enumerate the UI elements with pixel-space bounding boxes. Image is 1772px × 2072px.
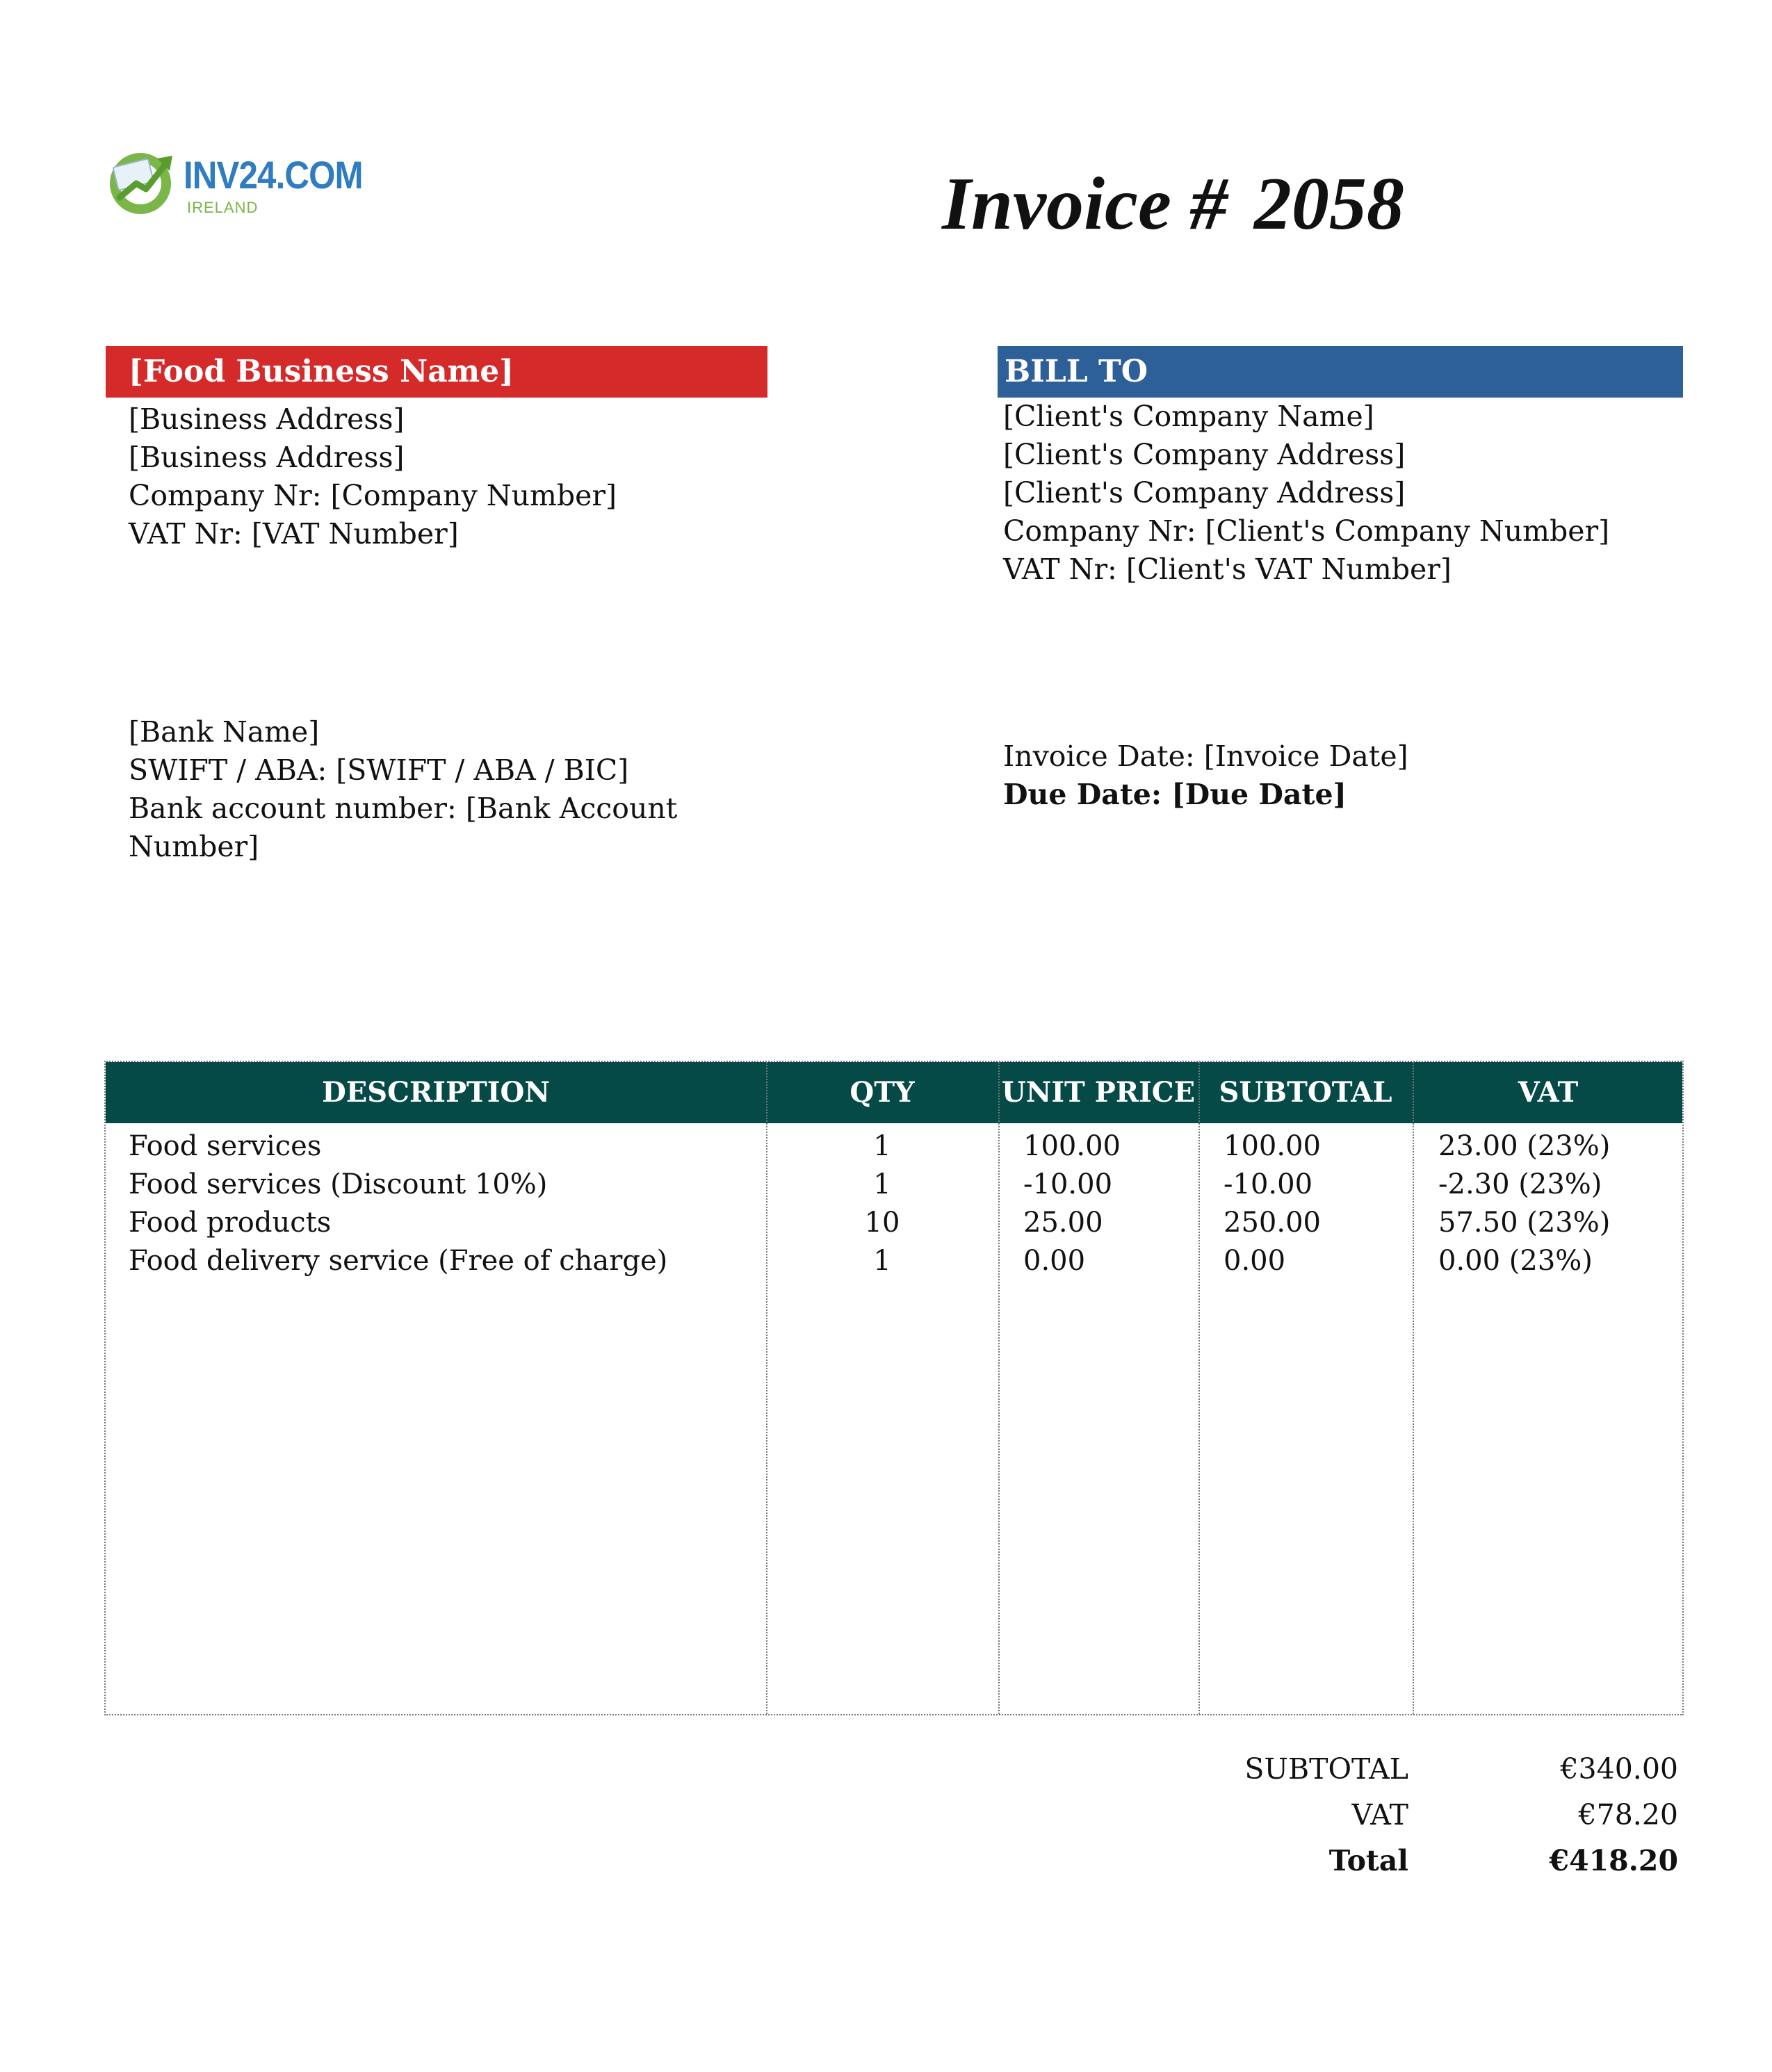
vat-label: VAT bbox=[1351, 1798, 1408, 1832]
invoice-title-label: Invoice # bbox=[942, 163, 1228, 245]
table-row bbox=[106, 1242, 1682, 1280]
client-vat-number: VAT Nr: [Client's VAT Number] bbox=[1003, 553, 1452, 586]
row-vat: 57.50 (23%) bbox=[1438, 1207, 1611, 1239]
row-unit-price: 100.00 bbox=[1023, 1130, 1121, 1162]
bank-account-line-2: Number] bbox=[129, 830, 259, 863]
subtotal-label: SUBTOTAL bbox=[1244, 1752, 1408, 1786]
bank-name: [Bank Name] bbox=[129, 715, 320, 749]
client-address-line-1: [Client's Company Address] bbox=[1003, 438, 1406, 471]
row-description: Food delivery service (Free of charge) bbox=[129, 1245, 668, 1277]
invoice-number: 2058 bbox=[1253, 163, 1404, 245]
invoice-dates bbox=[1003, 737, 1408, 814]
row-qty: 1 bbox=[873, 1130, 891, 1162]
row-qty: 1 bbox=[873, 1245, 891, 1277]
bill-to-heading: BILL TO bbox=[1005, 354, 1148, 389]
row-unit-price: 0.00 bbox=[1023, 1245, 1086, 1277]
total-label: Total bbox=[1328, 1844, 1408, 1877]
bank-swift: SWIFT / ABA: [SWIFT / ABA / BIC] bbox=[129, 753, 629, 787]
row-qty: 1 bbox=[873, 1168, 891, 1200]
vat-value: €78.20 bbox=[1578, 1798, 1678, 1832]
bank-details bbox=[129, 713, 677, 866]
row-subtotal: -10.00 bbox=[1224, 1168, 1313, 1200]
table-row bbox=[106, 1127, 1682, 1166]
seller-company-number: Company Nr: [Company Number] bbox=[129, 479, 617, 512]
header-description: DESCRIPTION bbox=[322, 1076, 550, 1109]
seller-address-line-1: [Business Address] bbox=[129, 402, 405, 436]
row-subtotal: 250.00 bbox=[1224, 1207, 1321, 1239]
seller-vat-number: VAT Nr: [VAT Number] bbox=[129, 517, 459, 550]
table-row bbox=[106, 1204, 1682, 1242]
vat-row bbox=[1182, 1792, 1682, 1838]
logo-brand-text: INV24.COM bbox=[184, 153, 363, 197]
header-vat: VAT bbox=[1518, 1076, 1579, 1109]
row-vat: -2.30 (23%) bbox=[1438, 1168, 1602, 1200]
row-unit-price: 25.00 bbox=[1023, 1207, 1103, 1239]
invoice-title bbox=[942, 163, 1404, 245]
seller-details bbox=[129, 400, 617, 553]
client-address-line-2: [Client's Company Address] bbox=[1003, 476, 1406, 509]
seller-name-bar bbox=[106, 346, 767, 398]
table-row bbox=[106, 1166, 1682, 1204]
company-logo bbox=[106, 147, 363, 224]
subtotal-row bbox=[1182, 1746, 1682, 1792]
invoice-date: Invoice Date: [Invoice Date] bbox=[1003, 740, 1408, 773]
subtotal-value: €340.00 bbox=[1560, 1752, 1678, 1786]
totals-summary bbox=[1182, 1746, 1682, 1884]
total-value: €418.20 bbox=[1549, 1844, 1678, 1877]
header-subtotal: SUBTOTAL bbox=[1219, 1076, 1392, 1109]
bank-account-line-1: Bank account number: [Bank Account bbox=[129, 792, 678, 825]
row-description: Food services bbox=[129, 1130, 322, 1162]
row-subtotal: 100.00 bbox=[1224, 1130, 1321, 1162]
bill-to-details bbox=[1003, 398, 1609, 589]
row-subtotal: 0.00 bbox=[1224, 1245, 1286, 1277]
line-items-table bbox=[104, 1061, 1684, 1715]
client-company-name: [Client's Company Name] bbox=[1003, 400, 1374, 433]
logo-region-text: IRELAND bbox=[187, 199, 259, 216]
logo-growth-icon bbox=[106, 147, 182, 217]
row-description: Food services (Discount 10%) bbox=[129, 1168, 548, 1200]
seller-name: [Food Business Name] bbox=[129, 354, 514, 389]
total-row bbox=[1182, 1838, 1682, 1884]
header-qty: QTY bbox=[850, 1076, 915, 1109]
client-company-number: Company Nr: [Client's Company Number] bbox=[1003, 514, 1610, 548]
row-vat: 0.00 (23%) bbox=[1438, 1245, 1593, 1277]
row-description: Food products bbox=[129, 1207, 332, 1239]
bill-to-bar bbox=[998, 346, 1683, 398]
row-unit-price: -10.00 bbox=[1023, 1168, 1113, 1200]
seller-address-line-2: [Business Address] bbox=[129, 441, 405, 474]
row-vat: 23.00 (23%) bbox=[1438, 1130, 1611, 1162]
row-qty: 10 bbox=[864, 1207, 900, 1239]
due-date: Due Date: [Due Date] bbox=[1003, 778, 1347, 811]
header-unit-price: UNIT PRICE bbox=[1001, 1076, 1196, 1109]
